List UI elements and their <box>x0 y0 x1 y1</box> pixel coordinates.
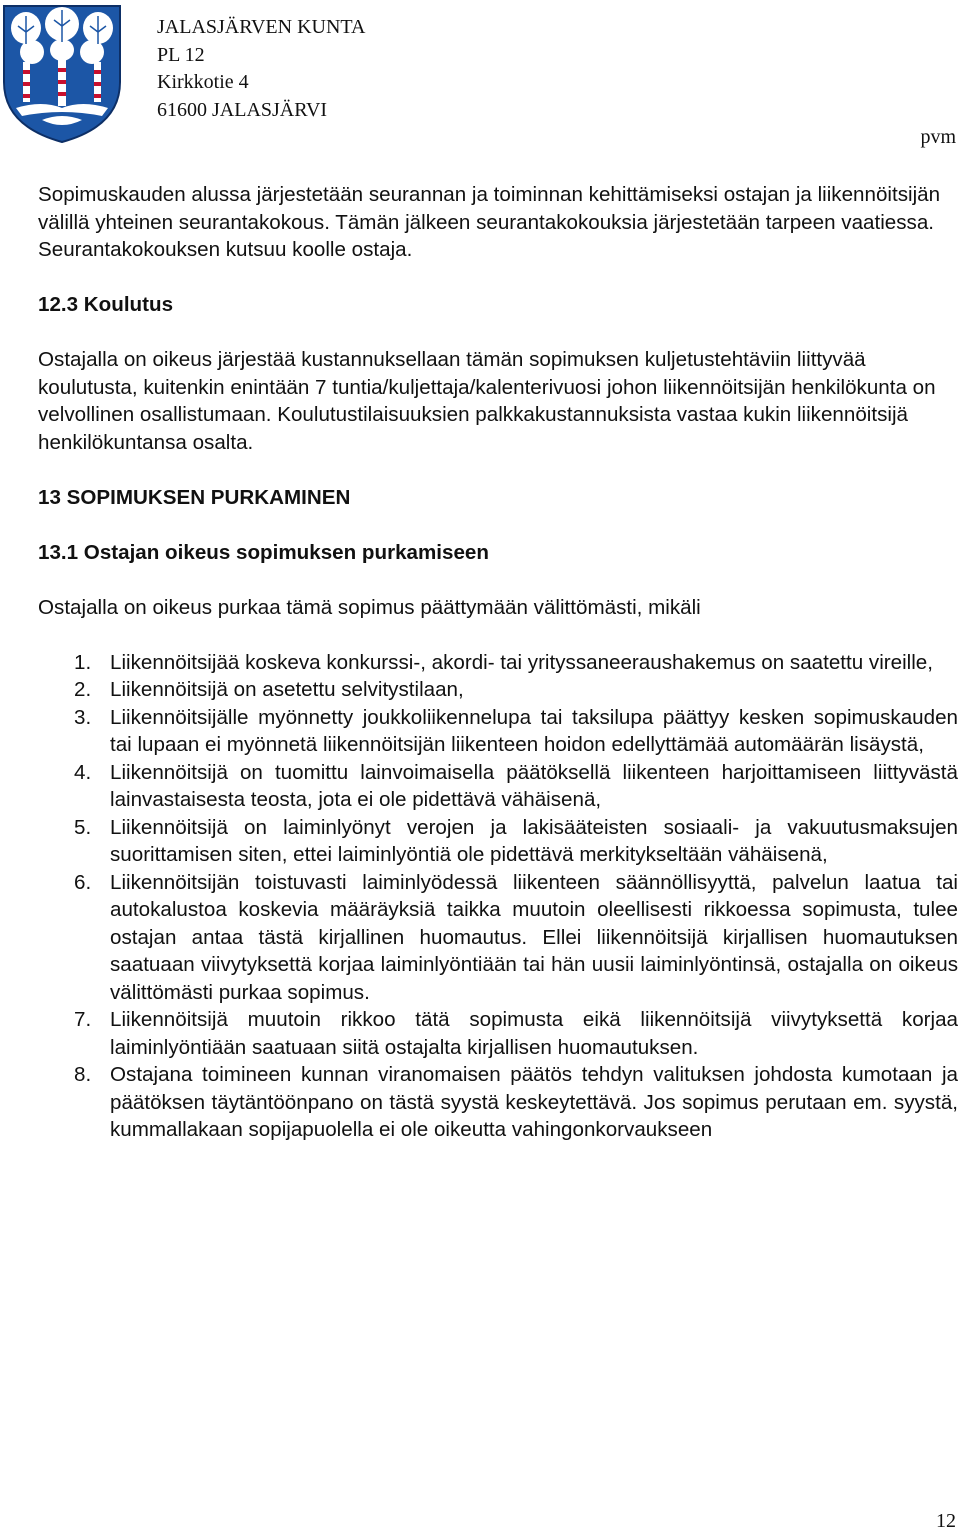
list-item-text: Liikennöitsijälle myönnetty joukkoliikennelupa tai taksilupa päättyy kesken sopimuskauden tai lupaan ei myönnetä liikennöitsijän liikenteen hoidon edellyttämää automäärän lisäystä, <box>110 705 958 756</box>
list-item-number: 1. <box>74 650 92 674</box>
municipal-coat-of-arms-icon <box>2 4 122 144</box>
list-item <box>38 1061 958 1144</box>
list-item <box>38 869 958 1007</box>
list-item-text: Liikennöitsijän toistuvasti laiminlyödessä liikenteen säännöllisyyttä, palvelun laatua tai autokalustoa koskevia määräyksiä taikka muutoin oleellisesti rikkoessa sopimusta, tulee ostajan antaa tästä kirjallinen huomautus. Ellei liikennöitsijä kirjallisen huomautuksen saatuaan viivytyksettä korjaa laiminlyöntiään tai hän uusii laiminlyöntinsä, ostajalla on oikeus välittömästi purkaa sopimus. <box>110 870 958 1004</box>
document-body <box>38 181 958 1144</box>
page-number: 12 <box>936 1510 956 1532</box>
list-item-text: Ostajana toimineen kunnan viranomaisen päätös tehdyn valituksen johdosta kumotaan ja päätöksen täytäntöönpano on tästä syystä keskeytettävä. Jos sopimus perutaan em. syystä, kummallakaan sopijapuolella ei ole oikeutta vahingonkorvaukseen <box>110 1063 958 1141</box>
organization-address-block <box>157 14 365 124</box>
list-item-number: 2. <box>74 678 92 701</box>
org-name: JALASJÄRVEN KUNTA <box>157 16 366 38</box>
org-po-box: PL 12 <box>157 43 205 66</box>
list-item <box>38 704 958 759</box>
org-postal-city: 61600 JALASJÄRVI <box>157 98 328 121</box>
list-item-text: Liikennöitsijää koskeva konkurssi-, akordi- tai yrityssaneeraushakemus on saatettu vireille, <box>110 650 933 674</box>
list-item-text: Liikennöitsijä on laiminlyönyt verojen ja lakisääteisten sosiaali- ja vakuutusmaksujen suorittamisen siten, ettei laiminlyöntiä ole pidettävä merkitykseltään vähäisenä, <box>110 815 958 866</box>
list-item <box>38 649 958 677</box>
list-item <box>38 676 958 704</box>
org-street: Kirkkotie 4 <box>157 71 249 93</box>
list-item-number: 3. <box>74 705 92 729</box>
koulutus-paragraph: Ostajalla on oikeus järjestää kustannuksellaan tämän sopimuksen kuljetustehtäviin liittyvää koulutusta, kuitenkin enintään 7 tuntia/kuljettaja/kalenterivuosi johon liikennöitsijän henkilökunta on velvollinen osallistumaan. Koulutustilaisuuksien palkkakustannuksista vastaa kukin liikennöitsijä henkilökuntansa osalta. <box>38 348 936 454</box>
list-item <box>38 814 958 869</box>
intro-paragraph: Sopimuskauden alussa järjestetään seurannan ja toiminnan kehittämiseksi ostajan ja liikennöitsijän välillä yhteinen seurantakokous. Tämän jälkeen seurantakokouksia järjestetään tarpeen vaatiessa. Seurantakokouksen kutsuu koolle ostaja. <box>38 183 941 261</box>
purku-intro-paragraph: Ostajalla on oikeus purkaa tämä sopimus päättymään välittömästi, mikäli <box>38 595 701 619</box>
section-heading-koulutus: 12.3 Koulutus <box>38 293 174 316</box>
subsection-heading-ostajan-oikeus: 13.1 Ostajan oikeus sopimuksen purkamiseen <box>38 540 489 564</box>
list-item-text: Liikennöitsijä on tuomittu lainvoimaisella päätöksellä liikenteen harjoittamiseen liittyvästä lainvastaisesta teosta, jota ei ole pidettävä vähäisenä, <box>110 760 958 811</box>
list-item-text: Liikennöitsijä on asetettu selvitystilaan, <box>110 678 464 701</box>
list-item-text: Liikennöitsijä muutoin rikkoo tätä sopimusta eikä liikennöitsijä viivytyksettä korjaa laiminlyöntiään saatuaan siitä ostajalta kirjallisen huomautuksen. <box>110 1008 958 1059</box>
list-item-number: 6. <box>74 870 92 894</box>
list-item-number: 4. <box>74 760 92 784</box>
section-heading-purkaminen: 13 SOPIMUKSEN PURKAMINEN <box>38 485 351 509</box>
list-item-number: 5. <box>74 815 92 839</box>
date-label: pvm <box>920 126 956 148</box>
list-item <box>38 759 958 814</box>
termination-conditions-list <box>38 649 958 1144</box>
list-item-number: 7. <box>74 1008 92 1031</box>
list-item-number: 8. <box>74 1063 92 1086</box>
list-item <box>38 1006 958 1061</box>
